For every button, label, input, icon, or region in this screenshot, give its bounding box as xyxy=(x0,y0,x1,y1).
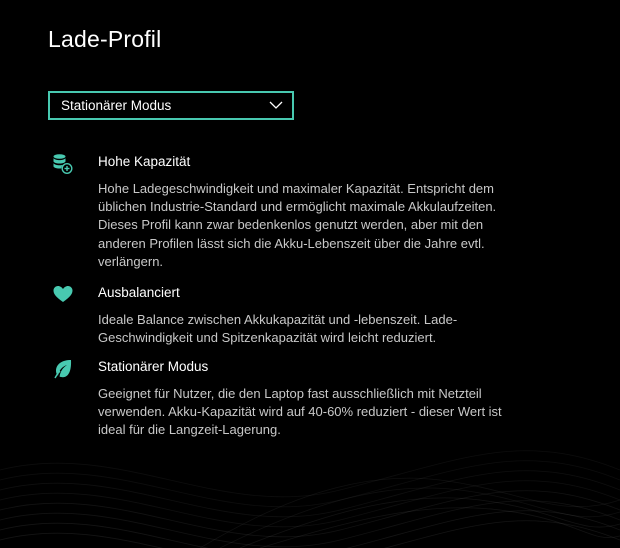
chevron-down-icon xyxy=(268,98,284,114)
dropdown-selected-value: Stationärer Modus xyxy=(61,98,172,113)
database-battery-icon xyxy=(52,153,74,175)
profile-title: Hohe Kapazität xyxy=(98,154,191,169)
profile-description: Ideale Balance zwischen Akkukapazität und -lebenszeit. Lade-Geschwindigkeit und Spitzenkapazität wird leicht reduziert. xyxy=(98,312,458,346)
page-title: Lade-Profil xyxy=(48,26,162,52)
profile-title: Ausbalanciert xyxy=(98,285,180,300)
charge-profile-dropdown[interactable] xyxy=(48,91,294,120)
profile-description: Hohe Ladegeschwindigkeit und maximaler Kapazität. Entspricht dem üblichen Industrie-Standard und ermöglicht maximale Akkulaufzeiten. Dieses Profil kann zwar bedenkenlos genutzt werden, aber mit den anderen Profilen lässt sich die Akku-Lebenszeit über die Jahre evtl. verlängern. xyxy=(98,181,497,269)
heart-icon xyxy=(52,284,74,306)
profile-description: Geeignet für Nutzer, die den Laptop fast ausschließlich mit Netzteil verwenden. Akku-Kapazität wird auf 40-60% reduziert - dieser Wert ist ideal für die Langzeit-Lagerung. xyxy=(98,386,502,438)
profile-title: Stationärer Modus xyxy=(98,359,209,374)
leaf-icon xyxy=(52,358,74,380)
